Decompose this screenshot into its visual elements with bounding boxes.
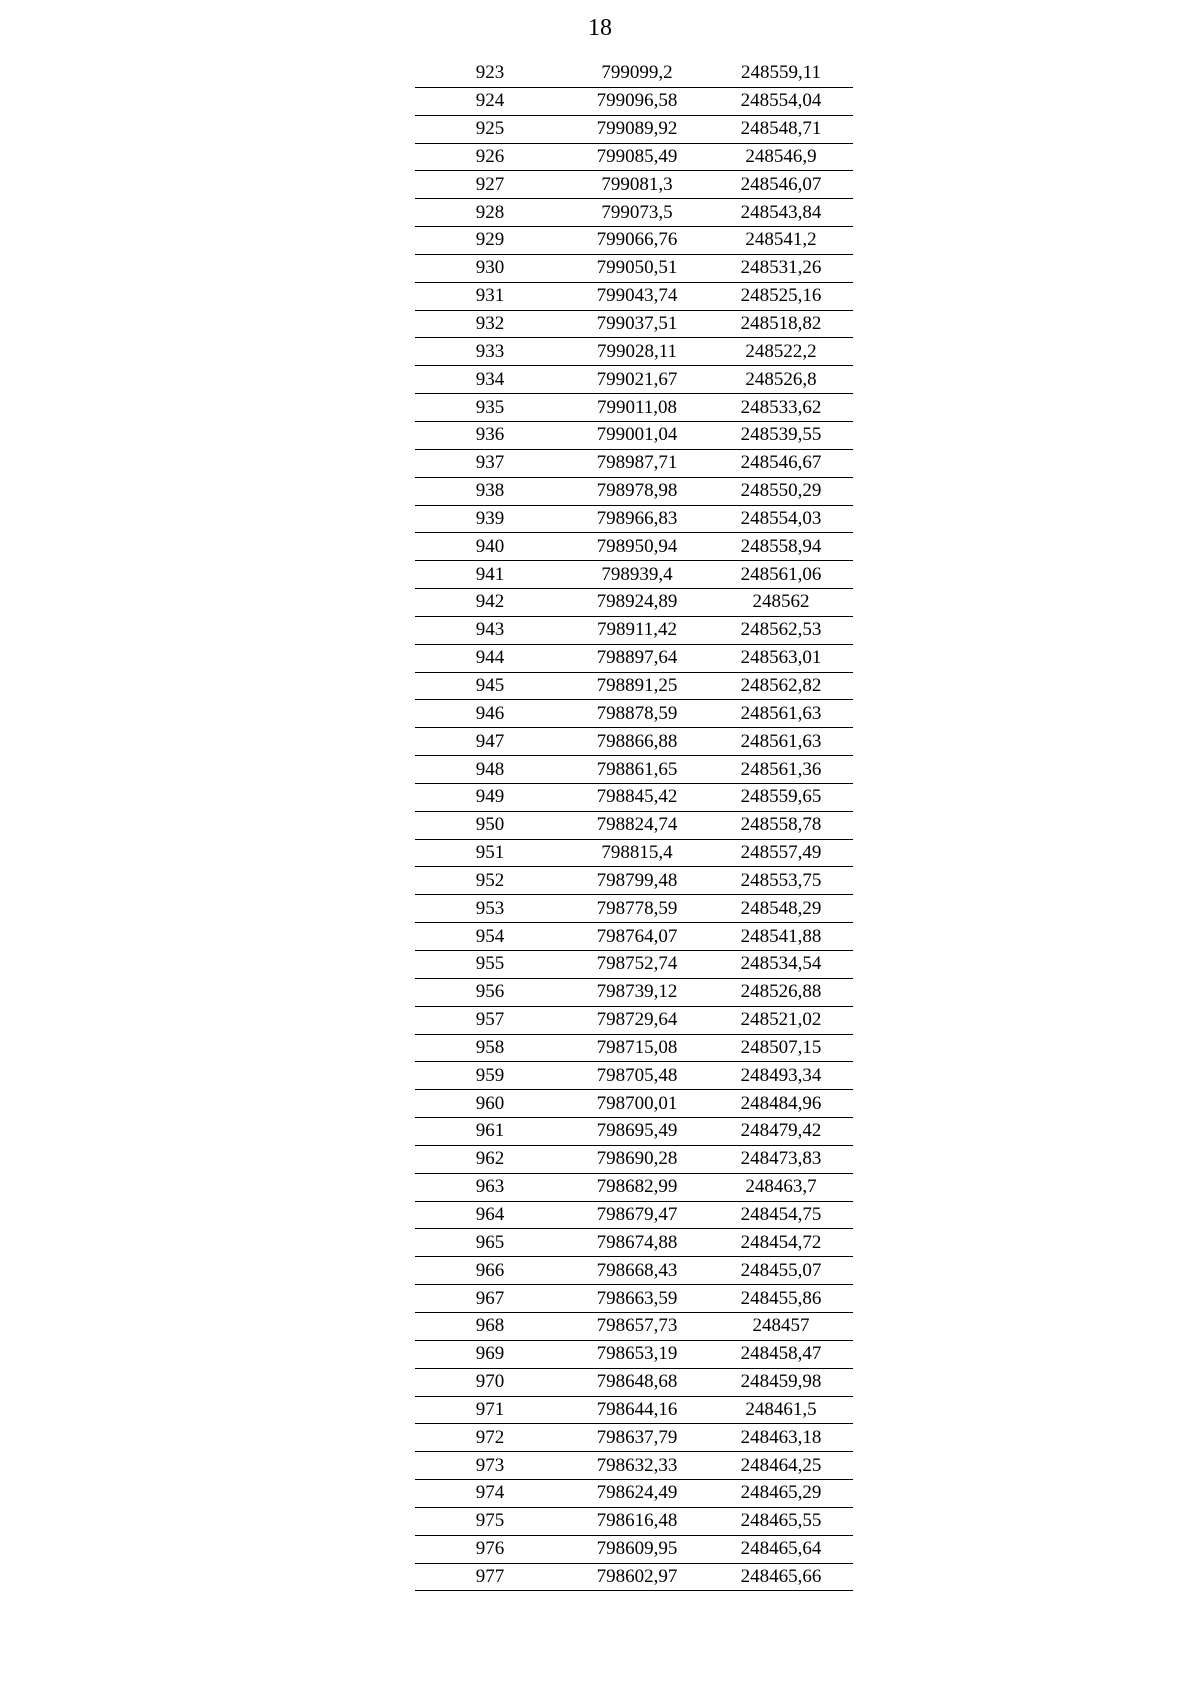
x-coordinate-cell: 798878,59	[565, 700, 709, 728]
x-coordinate-cell: 798690,28	[565, 1145, 709, 1173]
point-number-cell: 975	[415, 1507, 565, 1535]
y-coordinate-cell: 248558,94	[709, 533, 853, 561]
table-row	[415, 1424, 853, 1452]
x-coordinate-cell: 799073,5	[565, 199, 709, 227]
table-row	[415, 783, 853, 811]
y-coordinate-cell: 248461,5	[709, 1396, 853, 1424]
x-coordinate-cell: 799050,51	[565, 254, 709, 282]
table-row	[415, 700, 853, 728]
point-number-cell: 942	[415, 589, 565, 617]
coordinates-table-body	[415, 60, 853, 1591]
y-coordinate-cell: 248541,2	[709, 227, 853, 255]
coordinates-table	[415, 60, 853, 1591]
x-coordinate-cell: 798764,07	[565, 923, 709, 951]
x-coordinate-cell: 798674,88	[565, 1229, 709, 1257]
y-coordinate-cell: 248548,71	[709, 115, 853, 143]
x-coordinate-cell: 798866,88	[565, 728, 709, 756]
x-coordinate-cell: 798624,49	[565, 1480, 709, 1508]
y-coordinate-cell: 248455,86	[709, 1285, 853, 1313]
x-coordinate-cell: 799089,92	[565, 115, 709, 143]
table-row	[415, 505, 853, 533]
y-coordinate-cell: 248534,54	[709, 951, 853, 979]
point-number-cell: 974	[415, 1480, 565, 1508]
table-row	[415, 449, 853, 477]
y-coordinate-cell: 248526,8	[709, 366, 853, 394]
point-number-cell: 973	[415, 1452, 565, 1480]
table-row	[415, 1452, 853, 1480]
y-coordinate-cell: 248473,83	[709, 1145, 853, 1173]
x-coordinate-cell: 799001,04	[565, 421, 709, 449]
y-coordinate-cell: 248557,49	[709, 839, 853, 867]
y-coordinate-cell: 248463,18	[709, 1424, 853, 1452]
point-number-cell: 932	[415, 310, 565, 338]
x-coordinate-cell: 798648,68	[565, 1368, 709, 1396]
table-row	[415, 366, 853, 394]
point-number-cell: 956	[415, 978, 565, 1006]
table-row	[415, 923, 853, 951]
y-coordinate-cell: 248463,7	[709, 1173, 853, 1201]
x-coordinate-cell: 798966,83	[565, 505, 709, 533]
x-coordinate-cell: 799099,2	[565, 60, 709, 87]
point-number-cell: 935	[415, 394, 565, 422]
point-number-cell: 948	[415, 756, 565, 784]
table-row	[415, 867, 853, 895]
x-coordinate-cell: 799096,58	[565, 87, 709, 115]
y-coordinate-cell: 248559,65	[709, 783, 853, 811]
y-coordinate-cell: 248563,01	[709, 644, 853, 672]
table-row	[415, 1034, 853, 1062]
y-coordinate-cell: 248543,84	[709, 199, 853, 227]
y-coordinate-cell: 248561,63	[709, 728, 853, 756]
x-coordinate-cell: 798632,33	[565, 1452, 709, 1480]
y-coordinate-cell: 248533,62	[709, 394, 853, 422]
y-coordinate-cell: 248531,26	[709, 254, 853, 282]
x-coordinate-cell: 798799,48	[565, 867, 709, 895]
point-number-cell: 966	[415, 1257, 565, 1285]
y-coordinate-cell: 248465,64	[709, 1535, 853, 1563]
x-coordinate-cell: 798824,74	[565, 811, 709, 839]
point-number-cell: 963	[415, 1173, 565, 1201]
point-number-cell: 968	[415, 1312, 565, 1340]
table-row	[415, 1396, 853, 1424]
point-number-cell: 957	[415, 1006, 565, 1034]
x-coordinate-cell: 798729,64	[565, 1006, 709, 1034]
point-number-cell: 965	[415, 1229, 565, 1257]
x-coordinate-cell: 798700,01	[565, 1090, 709, 1118]
y-coordinate-cell: 248525,16	[709, 282, 853, 310]
point-number-cell: 961	[415, 1118, 565, 1146]
table-row	[415, 895, 853, 923]
y-coordinate-cell: 248548,29	[709, 895, 853, 923]
table-row	[415, 254, 853, 282]
x-coordinate-cell: 798778,59	[565, 895, 709, 923]
table-row	[415, 728, 853, 756]
y-coordinate-cell: 248558,78	[709, 811, 853, 839]
point-number-cell: 926	[415, 143, 565, 171]
table-row	[415, 1368, 853, 1396]
x-coordinate-cell: 798861,65	[565, 756, 709, 784]
table-row	[415, 1535, 853, 1563]
y-coordinate-cell: 248562,53	[709, 616, 853, 644]
x-coordinate-cell: 798602,97	[565, 1563, 709, 1591]
y-coordinate-cell: 248458,47	[709, 1340, 853, 1368]
point-number-cell: 928	[415, 199, 565, 227]
y-coordinate-cell: 248465,66	[709, 1563, 853, 1591]
y-coordinate-cell: 248507,15	[709, 1034, 853, 1062]
y-coordinate-cell: 248484,96	[709, 1090, 853, 1118]
table-row	[415, 644, 853, 672]
point-number-cell: 958	[415, 1034, 565, 1062]
point-number-cell: 976	[415, 1535, 565, 1563]
table-row	[415, 1480, 853, 1508]
table-row	[415, 561, 853, 589]
point-number-cell: 951	[415, 839, 565, 867]
y-coordinate-cell: 248457	[709, 1312, 853, 1340]
y-coordinate-cell: 248554,04	[709, 87, 853, 115]
point-number-cell: 977	[415, 1563, 565, 1591]
point-number-cell: 941	[415, 561, 565, 589]
point-number-cell: 925	[415, 115, 565, 143]
x-coordinate-cell: 799028,11	[565, 338, 709, 366]
y-coordinate-cell: 248465,55	[709, 1507, 853, 1535]
table-row	[415, 1563, 853, 1591]
x-coordinate-cell: 798668,43	[565, 1257, 709, 1285]
table-row	[415, 421, 853, 449]
point-number-cell: 945	[415, 672, 565, 700]
table-row	[415, 227, 853, 255]
point-number-cell: 955	[415, 951, 565, 979]
point-number-cell: 954	[415, 923, 565, 951]
table-row	[415, 1145, 853, 1173]
y-coordinate-cell: 248561,63	[709, 700, 853, 728]
x-coordinate-cell: 799085,49	[565, 143, 709, 171]
table-row	[415, 672, 853, 700]
point-number-cell: 959	[415, 1062, 565, 1090]
x-coordinate-cell: 798644,16	[565, 1396, 709, 1424]
point-number-cell: 962	[415, 1145, 565, 1173]
table-row	[415, 1006, 853, 1034]
x-coordinate-cell: 798695,49	[565, 1118, 709, 1146]
table-row	[415, 199, 853, 227]
x-coordinate-cell: 798845,42	[565, 783, 709, 811]
table-row	[415, 1201, 853, 1229]
point-number-cell: 943	[415, 616, 565, 644]
x-coordinate-cell: 798609,95	[565, 1535, 709, 1563]
point-number-cell: 923	[415, 60, 565, 87]
point-number-cell: 950	[415, 811, 565, 839]
x-coordinate-cell: 798679,47	[565, 1201, 709, 1229]
point-number-cell: 934	[415, 366, 565, 394]
point-number-cell: 952	[415, 867, 565, 895]
table-row	[415, 1312, 853, 1340]
point-number-cell: 940	[415, 533, 565, 561]
x-coordinate-cell: 798815,4	[565, 839, 709, 867]
x-coordinate-cell: 798637,79	[565, 1424, 709, 1452]
y-coordinate-cell: 248541,88	[709, 923, 853, 951]
table-row	[415, 115, 853, 143]
page-number: 18	[588, 15, 612, 41]
point-number-cell: 944	[415, 644, 565, 672]
table-row	[415, 1229, 853, 1257]
x-coordinate-cell: 798939,4	[565, 561, 709, 589]
point-number-cell: 939	[415, 505, 565, 533]
table-row	[415, 589, 853, 617]
table-row	[415, 1118, 853, 1146]
y-coordinate-cell: 248454,75	[709, 1201, 853, 1229]
point-number-cell: 924	[415, 87, 565, 115]
y-coordinate-cell: 248546,67	[709, 449, 853, 477]
x-coordinate-cell: 798911,42	[565, 616, 709, 644]
y-coordinate-cell: 248518,82	[709, 310, 853, 338]
point-number-cell: 970	[415, 1368, 565, 1396]
x-coordinate-cell: 799011,08	[565, 394, 709, 422]
y-coordinate-cell: 248454,72	[709, 1229, 853, 1257]
table-row	[415, 1173, 853, 1201]
x-coordinate-cell: 798897,64	[565, 644, 709, 672]
table-row	[415, 171, 853, 199]
point-number-cell: 937	[415, 449, 565, 477]
y-coordinate-cell: 248455,07	[709, 1257, 853, 1285]
x-coordinate-cell: 798739,12	[565, 978, 709, 1006]
x-coordinate-cell: 798705,48	[565, 1062, 709, 1090]
point-number-cell: 960	[415, 1090, 565, 1118]
table-row	[415, 1340, 853, 1368]
point-number-cell: 936	[415, 421, 565, 449]
y-coordinate-cell: 248459,98	[709, 1368, 853, 1396]
point-number-cell: 953	[415, 895, 565, 923]
y-coordinate-cell: 248561,06	[709, 561, 853, 589]
point-number-cell: 938	[415, 477, 565, 505]
y-coordinate-cell: 248526,88	[709, 978, 853, 1006]
point-number-cell: 927	[415, 171, 565, 199]
x-coordinate-cell: 798891,25	[565, 672, 709, 700]
table-row	[415, 60, 853, 87]
x-coordinate-cell: 799081,3	[565, 171, 709, 199]
x-coordinate-cell: 798616,48	[565, 1507, 709, 1535]
table-row	[415, 1257, 853, 1285]
table-row	[415, 1507, 853, 1535]
y-coordinate-cell: 248521,02	[709, 1006, 853, 1034]
table-row	[415, 1285, 853, 1313]
y-coordinate-cell: 248554,03	[709, 505, 853, 533]
point-number-cell: 946	[415, 700, 565, 728]
table-row	[415, 533, 853, 561]
table-row	[415, 978, 853, 1006]
y-coordinate-cell: 248546,9	[709, 143, 853, 171]
x-coordinate-cell: 798663,59	[565, 1285, 709, 1313]
table-row	[415, 338, 853, 366]
x-coordinate-cell: 799021,67	[565, 366, 709, 394]
y-coordinate-cell: 248539,55	[709, 421, 853, 449]
table-row	[415, 394, 853, 422]
x-coordinate-cell: 798657,73	[565, 1312, 709, 1340]
point-number-cell: 933	[415, 338, 565, 366]
x-coordinate-cell: 798715,08	[565, 1034, 709, 1062]
table-row	[415, 143, 853, 171]
y-coordinate-cell: 248546,07	[709, 171, 853, 199]
y-coordinate-cell: 248550,29	[709, 477, 853, 505]
point-number-cell: 967	[415, 1285, 565, 1313]
point-number-cell: 972	[415, 1424, 565, 1452]
point-number-cell: 949	[415, 783, 565, 811]
table-row	[415, 951, 853, 979]
y-coordinate-cell: 248559,11	[709, 60, 853, 87]
table-row	[415, 477, 853, 505]
x-coordinate-cell: 798682,99	[565, 1173, 709, 1201]
table-row	[415, 756, 853, 784]
table-row	[415, 87, 853, 115]
point-number-cell: 930	[415, 254, 565, 282]
table-row	[415, 839, 853, 867]
x-coordinate-cell: 798978,98	[565, 477, 709, 505]
point-number-cell: 929	[415, 227, 565, 255]
table-row	[415, 1062, 853, 1090]
y-coordinate-cell: 248561,36	[709, 756, 853, 784]
x-coordinate-cell: 798752,74	[565, 951, 709, 979]
x-coordinate-cell: 799043,74	[565, 282, 709, 310]
y-coordinate-cell: 248553,75	[709, 867, 853, 895]
x-coordinate-cell: 799037,51	[565, 310, 709, 338]
x-coordinate-cell: 798924,89	[565, 589, 709, 617]
point-number-cell: 969	[415, 1340, 565, 1368]
y-coordinate-cell: 248464,25	[709, 1452, 853, 1480]
x-coordinate-cell: 799066,76	[565, 227, 709, 255]
table-row	[415, 616, 853, 644]
point-number-cell: 971	[415, 1396, 565, 1424]
table-row	[415, 310, 853, 338]
x-coordinate-cell: 798987,71	[565, 449, 709, 477]
y-coordinate-cell: 248465,29	[709, 1480, 853, 1508]
point-number-cell: 947	[415, 728, 565, 756]
table-row	[415, 282, 853, 310]
table-row	[415, 811, 853, 839]
y-coordinate-cell: 248479,42	[709, 1118, 853, 1146]
x-coordinate-cell: 798950,94	[565, 533, 709, 561]
y-coordinate-cell: 248493,34	[709, 1062, 853, 1090]
point-number-cell: 931	[415, 282, 565, 310]
y-coordinate-cell: 248562	[709, 589, 853, 617]
y-coordinate-cell: 248562,82	[709, 672, 853, 700]
point-number-cell: 964	[415, 1201, 565, 1229]
table-row	[415, 1090, 853, 1118]
y-coordinate-cell: 248522,2	[709, 338, 853, 366]
x-coordinate-cell: 798653,19	[565, 1340, 709, 1368]
